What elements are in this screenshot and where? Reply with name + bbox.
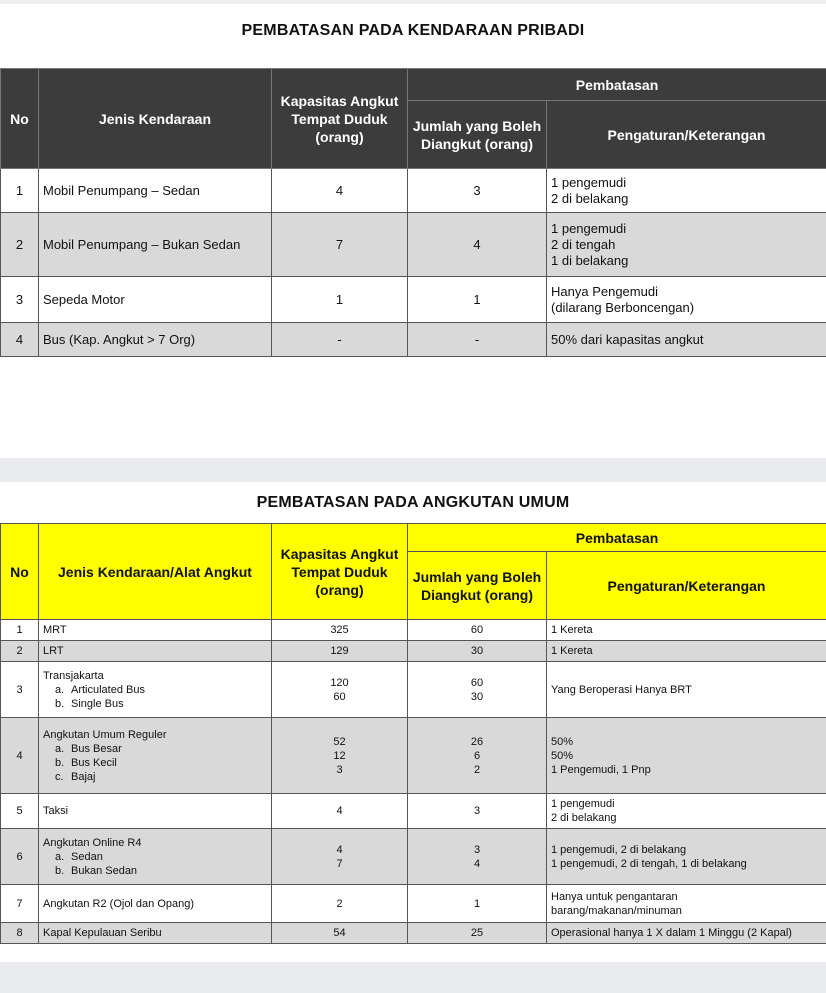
row-jenis-group: Angkutan Umum Reguler [43, 728, 167, 741]
row-no: 6 [1, 829, 39, 885]
table-row [1, 923, 826, 944]
row-jumlah: 1 [408, 277, 547, 323]
table-row [1, 620, 826, 641]
table-row [1, 277, 826, 323]
row-jenis: LRT [39, 641, 272, 662]
table-row [1, 213, 826, 277]
row-jenis-group: Transjakarta [43, 669, 104, 682]
private-vehicle-table [0, 68, 826, 357]
row-no: 5 [1, 794, 39, 829]
row-kapasitas: 7 [272, 213, 408, 277]
row-jenis-sub: b. Bus Kecil [55, 756, 117, 769]
row-keterangan: 1 pengemudi, 2 di belakang 1 pengemudi, 2 di tengah, 1 di belakang [547, 829, 826, 885]
row-jenis-sub: a. Articulated Bus [55, 683, 145, 696]
row-keterangan: 1 Kereta [547, 620, 826, 641]
row-no: 2 [1, 213, 39, 277]
header-pengaturan: Pengaturan/Keterangan [547, 101, 826, 169]
row-jumlah: 1 [408, 885, 547, 923]
row-kapasitas: 54 [272, 923, 408, 944]
row-jumlah: 30 [408, 641, 547, 662]
row-jenis: Kapal Kepulauan Seribu [39, 923, 272, 944]
row-kapasitas: 1 [272, 277, 408, 323]
row-kapasitas: 4 7 [272, 829, 408, 885]
row-jumlah: 26 6 2 [408, 718, 547, 794]
row-jenis: Mobil Penumpang – Bukan Sedan [39, 213, 272, 277]
row-kapasitas: - [272, 323, 408, 357]
row-jumlah: 3 [408, 794, 547, 829]
row-jenis: Mobil Penumpang – Sedan [39, 169, 272, 213]
header-jenis: Jenis Kendaraan/Alat Angkut [39, 524, 272, 620]
header-jumlah: Jumlah yang Boleh Diangkut (orang) [408, 101, 547, 169]
row-jenis: Taksi [39, 794, 272, 829]
header-kapasitas: Kapasitas Angkut Tempat Duduk (orang) [272, 69, 408, 169]
row-no: 7 [1, 885, 39, 923]
row-keterangan: Hanya Pengemudi (dilarang Berboncengan) [547, 277, 826, 323]
row-kapasitas: 4 [272, 169, 408, 213]
private-vehicle-title: PEMBATASAN PADA KENDARAAN PRIBADI [241, 22, 585, 39]
row-jenis-group: Angkutan Online R4 [43, 836, 142, 849]
row-jenis [39, 662, 272, 718]
row-jenis: Angkutan R2 (Ojol dan Opang) [39, 885, 272, 923]
row-keterangan: Hanya untuk pengantaran barang/makanan/minuman [547, 885, 826, 923]
table-row [1, 885, 826, 923]
row-keterangan: 50% 50% 1 Pengemudi, 1 Pnp [547, 718, 826, 794]
header-jenis: Jenis Kendaraan [39, 69, 272, 169]
row-jenis-sub: c. Bajaj [55, 770, 96, 783]
table-row [1, 323, 826, 357]
table-row [1, 169, 826, 213]
row-jenis [39, 718, 272, 794]
row-kapasitas: 4 [272, 794, 408, 829]
row-no: 4 [1, 323, 39, 357]
table-row [1, 718, 826, 794]
row-keterangan: 1 pengemudi 2 di belakang [547, 794, 826, 829]
header-kapasitas: Kapasitas Angkut Tempat Duduk (orang) [272, 524, 408, 620]
row-jumlah: 60 [408, 620, 547, 641]
header-no: No [1, 524, 39, 620]
row-keterangan: 1 pengemudi 2 di tengah 1 di belakang [547, 213, 826, 277]
row-jenis-sub: b. Bukan Sedan [55, 864, 138, 877]
row-jenis-sub: a. Bus Besar [55, 742, 122, 755]
row-no: 4 [1, 718, 39, 794]
public-transport-title: PEMBATASAN PADA ANGKUTAN UMUM [256, 494, 570, 511]
row-kapasitas: 52 12 3 [272, 718, 408, 794]
row-jenis: Sepeda Motor [39, 277, 272, 323]
row-jenis: MRT [39, 620, 272, 641]
row-jumlah: 3 [408, 169, 547, 213]
header-jumlah: Jumlah yang Boleh Diangkut (orang) [408, 552, 547, 620]
row-no: 3 [1, 662, 39, 718]
table-row [1, 794, 826, 829]
header-no: No [1, 69, 39, 169]
row-jumlah: - [408, 323, 547, 357]
row-jenis: Bus (Kap. Angkut > 7 Org) [39, 323, 272, 357]
row-kapasitas: 129 [272, 641, 408, 662]
row-no: 3 [1, 277, 39, 323]
row-keterangan: 1 pengemudi 2 di belakang [547, 169, 826, 213]
row-jumlah: 25 [408, 923, 547, 944]
row-jumlah: 3 4 [408, 829, 547, 885]
table-row [1, 662, 826, 718]
row-keterangan: 1 Kereta [547, 641, 826, 662]
row-keterangan: Operasional hanya 1 X dalam 1 Minggu (2 Kapal) [547, 923, 826, 944]
top-edge [0, 0, 826, 4]
row-kapasitas: 2 [272, 885, 408, 923]
header-pembatasan: Pembatasan [408, 524, 826, 552]
table-row [1, 641, 826, 662]
public-transport-table [0, 523, 826, 944]
header-pembatasan: Pembatasan [408, 69, 826, 101]
row-jumlah: 60 30 [408, 662, 547, 718]
bottom-divider [0, 962, 826, 993]
row-no: 2 [1, 641, 39, 662]
row-kapasitas: 120 60 [272, 662, 408, 718]
row-no: 1 [1, 620, 39, 641]
row-jumlah: 4 [408, 213, 547, 277]
row-jenis-sub: a. Sedan [55, 850, 103, 863]
table-row [1, 829, 826, 885]
section-divider [0, 458, 826, 482]
row-jenis-sub: b. Single Bus [55, 697, 124, 710]
row-keterangan: 50% dari kapasitas angkut [547, 323, 826, 357]
row-kapasitas: 325 [272, 620, 408, 641]
row-keterangan: Yang Beroperasi Hanya BRT [547, 662, 826, 718]
row-no: 1 [1, 169, 39, 213]
row-jenis [39, 829, 272, 885]
row-no: 8 [1, 923, 39, 944]
header-pengaturan: Pengaturan/Keterangan [547, 552, 826, 620]
